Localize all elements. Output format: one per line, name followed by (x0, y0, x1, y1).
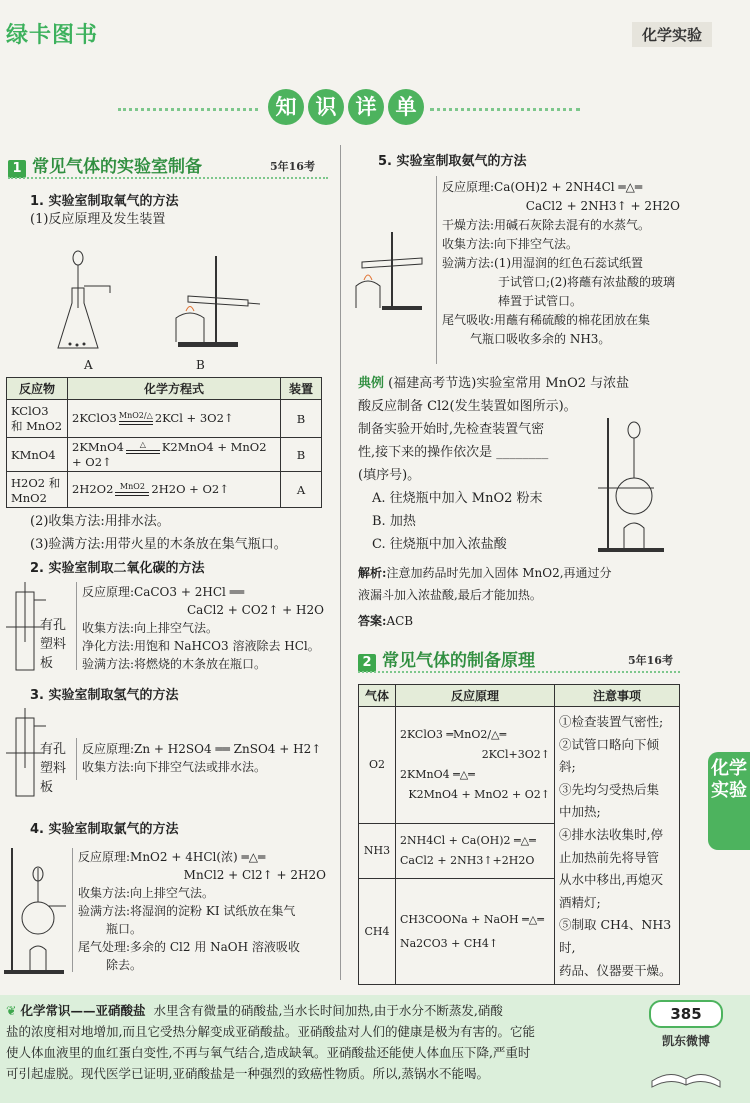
gas: NH3 (359, 823, 396, 878)
blog-label: 凯东微博 (661, 1034, 710, 1048)
eq-condition (126, 441, 160, 455)
exam-frequency: 5年16考 (628, 654, 673, 667)
text-line: 验满方法:将燃烧的木条放在瓶口。 (82, 657, 267, 671)
nh3-title: 5. 实验室制取氨气的方法 (378, 154, 527, 169)
text-line: 净化方法:用饱和 NaHCO3 溶液除去 HCl。 (82, 639, 320, 653)
bracket-line (76, 582, 77, 670)
text-line: 可引起虚脱。现代医学已证明,亚硝酸盐是一种强烈的致癌性物质。所以,蒸锅水不能喝。 (6, 1066, 489, 1081)
section-underline (358, 671, 680, 673)
eq-right: K2MnO4 + MnO2 + O2↑ (72, 440, 267, 469)
text-line: 收集方法:向下排空气法。 (442, 237, 579, 251)
text-line: 酒精灯; (559, 894, 601, 910)
apparatus-a-flask-icon (50, 248, 130, 356)
analysis-label: 解析: (358, 566, 387, 580)
eq-left: 2KClO3 (72, 411, 117, 425)
banner-dots-left (118, 108, 258, 111)
text-line: ③先均匀受热后集 (559, 781, 660, 797)
section-number: 1 (8, 160, 26, 178)
page-number: 385 (649, 1000, 723, 1028)
text-line: 水里含有微量的硝酸盐,当水长时间加热,由于水分不断蒸发,硝酸 (153, 1003, 503, 1018)
table-header: 装置 (281, 378, 322, 400)
leaf-icon: ❦ (6, 1003, 17, 1018)
text-line: 收集方法:向上排空气法。 (82, 621, 219, 635)
text-line: Na2CO3 + CH4↑ (400, 936, 499, 950)
cl2-title: 4. 实验室制取氯气的方法 (30, 822, 179, 837)
text-line: 尾气吸收:用蘸有稀硫酸的棉花团放在集 (442, 313, 651, 327)
text-line: CaCl2 + 2NH3↑+2H2O (400, 853, 535, 867)
co2-text-block (82, 583, 332, 673)
notes (555, 707, 680, 985)
o2-subtitle: (1)反应原理及发生装置 (30, 212, 166, 227)
text-line: 验满方法:将湿润的淀粉 KI 试纸放在集气 (78, 904, 296, 918)
cl2-apparatus-icon (4, 848, 72, 978)
table-row (359, 707, 680, 824)
co2-device-label: 有孔塑料板 (40, 618, 67, 671)
table-row (7, 438, 322, 472)
side-tab-text: 实验 (711, 780, 747, 801)
section-title-text: 常见气体的制备原理 (382, 651, 535, 671)
device: A (281, 472, 322, 508)
section-1-title (8, 152, 202, 178)
text-line: 收集方法:向上排空气法。 (78, 886, 215, 900)
label-b: B (196, 358, 205, 372)
option: A. 往烧瓶中加入 MnO2 粉末 (372, 491, 543, 506)
text-line: 除去。 (106, 958, 143, 972)
text-line: 盐的浓度相对地增加,而且它受热分解变成亚硝酸盐。亚硝酸盐对人们的健康是极为有害的。它能 (6, 1024, 535, 1039)
section-title-text: 常见气体的实验室制备 (32, 157, 202, 177)
option: C. 往烧瓶中加入浓盐酸 (372, 537, 507, 552)
open-book-icon (646, 1051, 726, 1091)
o2-check: (3)验满方法:用带火星的木条放在集气瓶口。 (30, 537, 287, 552)
eq-cond-text: MnO2/△ (118, 411, 153, 420)
text-line: 气瓶口吸收多余的 NH3。 (470, 332, 611, 346)
table-header: 注意事项 (555, 685, 680, 707)
example-label: 典例 (358, 376, 385, 391)
text-line: 液漏斗加入浓盐酸,最后才能加热。 (358, 588, 542, 602)
text-line: 性,接下来的操作依次是 ________ (358, 445, 549, 460)
text-line: 干燥方法:用碱石灰除去混有的水蒸气。 (442, 218, 651, 232)
co2-title: 2. 实验室制取二氧化碳的方法 (30, 561, 205, 576)
principle (396, 823, 555, 878)
o2-collect: (2)收集方法:用排水法。 (30, 514, 170, 529)
section-number: 2 (358, 654, 376, 672)
table-header: 气体 (359, 685, 396, 707)
text-line: 2KClO3 ═MnO2/△═ (400, 727, 507, 741)
answer-value: ACB (386, 614, 414, 628)
h2-title: 3. 实验室制取氢气的方法 (30, 688, 179, 703)
text-line: (填序号)。 (358, 468, 421, 483)
answer-label: 答案: (358, 614, 387, 628)
section-underline (8, 177, 328, 179)
text-line: 反应原理:Zn + H2SO4 ══ ZnSO4 + H2↑ (82, 742, 322, 756)
section-header: 化学实验 (632, 22, 712, 47)
o2-reaction-table (6, 377, 322, 508)
reactant: KClO3 和 MnO2 (7, 400, 68, 438)
nh3-apparatus-icon (352, 232, 436, 314)
text-line: ②试管口略向下倾 (559, 736, 660, 752)
text-line: ①检查装置气密性; (559, 714, 664, 729)
text-line: CaCl2 + 2NH3↑ + 2H2O (525, 199, 680, 213)
text-line: ④排水法收集时,停 (559, 826, 663, 842)
text-line: 药品、仪器要干燥。 (559, 962, 672, 978)
analysis-block (358, 562, 688, 632)
text-line: CH3COONa + NaOH ═△═ (400, 912, 544, 926)
footer-knowledge (6, 1000, 618, 1084)
text-line: 止加热前先将导管 (559, 849, 660, 865)
text-line: 注意加药品时先加入固体 MnO2,再通过分 (386, 566, 612, 580)
text-line: 制备实验开始时,先检查装置气密 (358, 422, 545, 437)
section-2-title (358, 646, 535, 672)
text-line: ⑤制取 CH4、NH3 时, (559, 917, 672, 955)
banner-dots-right (430, 108, 580, 111)
cl2-text-block (78, 848, 334, 974)
side-tab-text: 化学 (711, 758, 747, 779)
equation (68, 400, 281, 438)
eq-condition (115, 483, 149, 497)
bracket-line (436, 176, 437, 364)
column-divider (340, 145, 341, 980)
banner-char: 识 (308, 89, 344, 125)
h2-device-label: 有孔塑料板 (40, 742, 67, 795)
device: B (281, 400, 322, 438)
example-apparatus-icon (598, 418, 668, 556)
footer-title: 化学常识——亚硝酸盐 (20, 1003, 146, 1018)
text-line: 2NH4Cl + Ca(OH)2 ═△═ (400, 833, 536, 847)
table-row (7, 400, 322, 438)
text-line: 2KCl+3O2↑ (481, 747, 550, 761)
eq-left: 2H2O2 (72, 482, 114, 496)
text-line: 瓶口。 (106, 922, 143, 936)
text-line: 中加热; (559, 804, 601, 820)
text-line: 于试管口;(2)将蘸有浓盐酸的玻璃 (498, 275, 676, 289)
label-a: A (84, 358, 93, 372)
text-line: 反应原理:Ca(OH)2 + 2NH4Cl ═△═ (442, 180, 643, 194)
exam-frequency: 5年16考 (270, 160, 315, 173)
text-line: K2MnO4 + MnO2 + O2↑ (408, 787, 550, 801)
text-line: 2KMnO4 ═△═ (400, 767, 475, 781)
banner-char: 单 (388, 89, 424, 125)
h2-text-block (82, 740, 332, 776)
bracket-line (76, 738, 77, 780)
text-line: 反应原理:CaCO3 + 2HCl ══ (82, 585, 245, 599)
text-line: 验满方法:(1)用湿润的红色石蕊试纸置 (442, 256, 644, 270)
apparatus-b-tube-icon (168, 256, 268, 352)
text-line: MnCl2 + Cl2↑ + 2H2O (183, 868, 326, 882)
banner-char: 详 (348, 89, 384, 125)
option: B. 加热 (372, 514, 416, 529)
banner-char: 知 (268, 89, 304, 125)
principle-table (358, 684, 680, 985)
text-line: 棒置于试管口。 (498, 294, 583, 308)
principle (396, 707, 555, 824)
chapter-side-tab[interactable] (708, 752, 750, 850)
equation (68, 472, 281, 508)
device: B (281, 438, 322, 472)
table-header: 反应物 (7, 378, 68, 400)
text-line: (福建高考节选)实验室常用 MnO2 与浓盐 (388, 376, 630, 391)
eq-left: 2KMnO4 (72, 440, 124, 454)
eq-right: 2KCl + 3O2↑ (154, 411, 234, 425)
text-line: 酸反应制备 Cl2(发生装置如图所示)。 (358, 399, 577, 414)
eq-right: 2H2O + O2↑ (151, 482, 229, 496)
nh3-text-block (442, 178, 692, 349)
gas: O2 (359, 707, 396, 824)
equation (68, 438, 281, 472)
gas: CH4 (359, 878, 396, 984)
reactant: H2O2 和 MnO2 (7, 472, 68, 508)
brand-logo: 绿卡图书 (6, 23, 99, 48)
table-row (7, 472, 322, 508)
text-line: 反应原理:MnO2 + 4HCl(浓) ═△═ (78, 850, 266, 864)
o2-title: 1. 实验室制取氧气的方法 (30, 194, 179, 209)
table-header: 化学方程式 (68, 378, 281, 400)
bracket-line (72, 848, 73, 972)
principle (396, 878, 555, 984)
text-line: 斜; (559, 759, 576, 775)
table-header: 反应原理 (396, 685, 555, 707)
text-line: 尾气处理:多余的 Cl2 用 NaOH 溶液吸收 (78, 940, 300, 954)
text-line: 收集方法:向下排空气法或排水法。 (82, 760, 267, 774)
text-line: 使人体血液里的血红蛋白变性,不再与氧气结合,造成缺氧。亚硝酸盐还能使人体血压下降,严重时 (6, 1045, 531, 1060)
text-line: CaCl2 + CO2↑ + H2O (186, 603, 324, 617)
eq-cond-text: MnO2 (119, 482, 145, 491)
eq-cond-text: △ (139, 440, 146, 449)
text-line: 从水中移出,再熄灭 (559, 872, 663, 888)
eq-condition (119, 412, 153, 426)
reactant: KMnO4 (7, 438, 68, 472)
page-badge (630, 1000, 742, 1090)
